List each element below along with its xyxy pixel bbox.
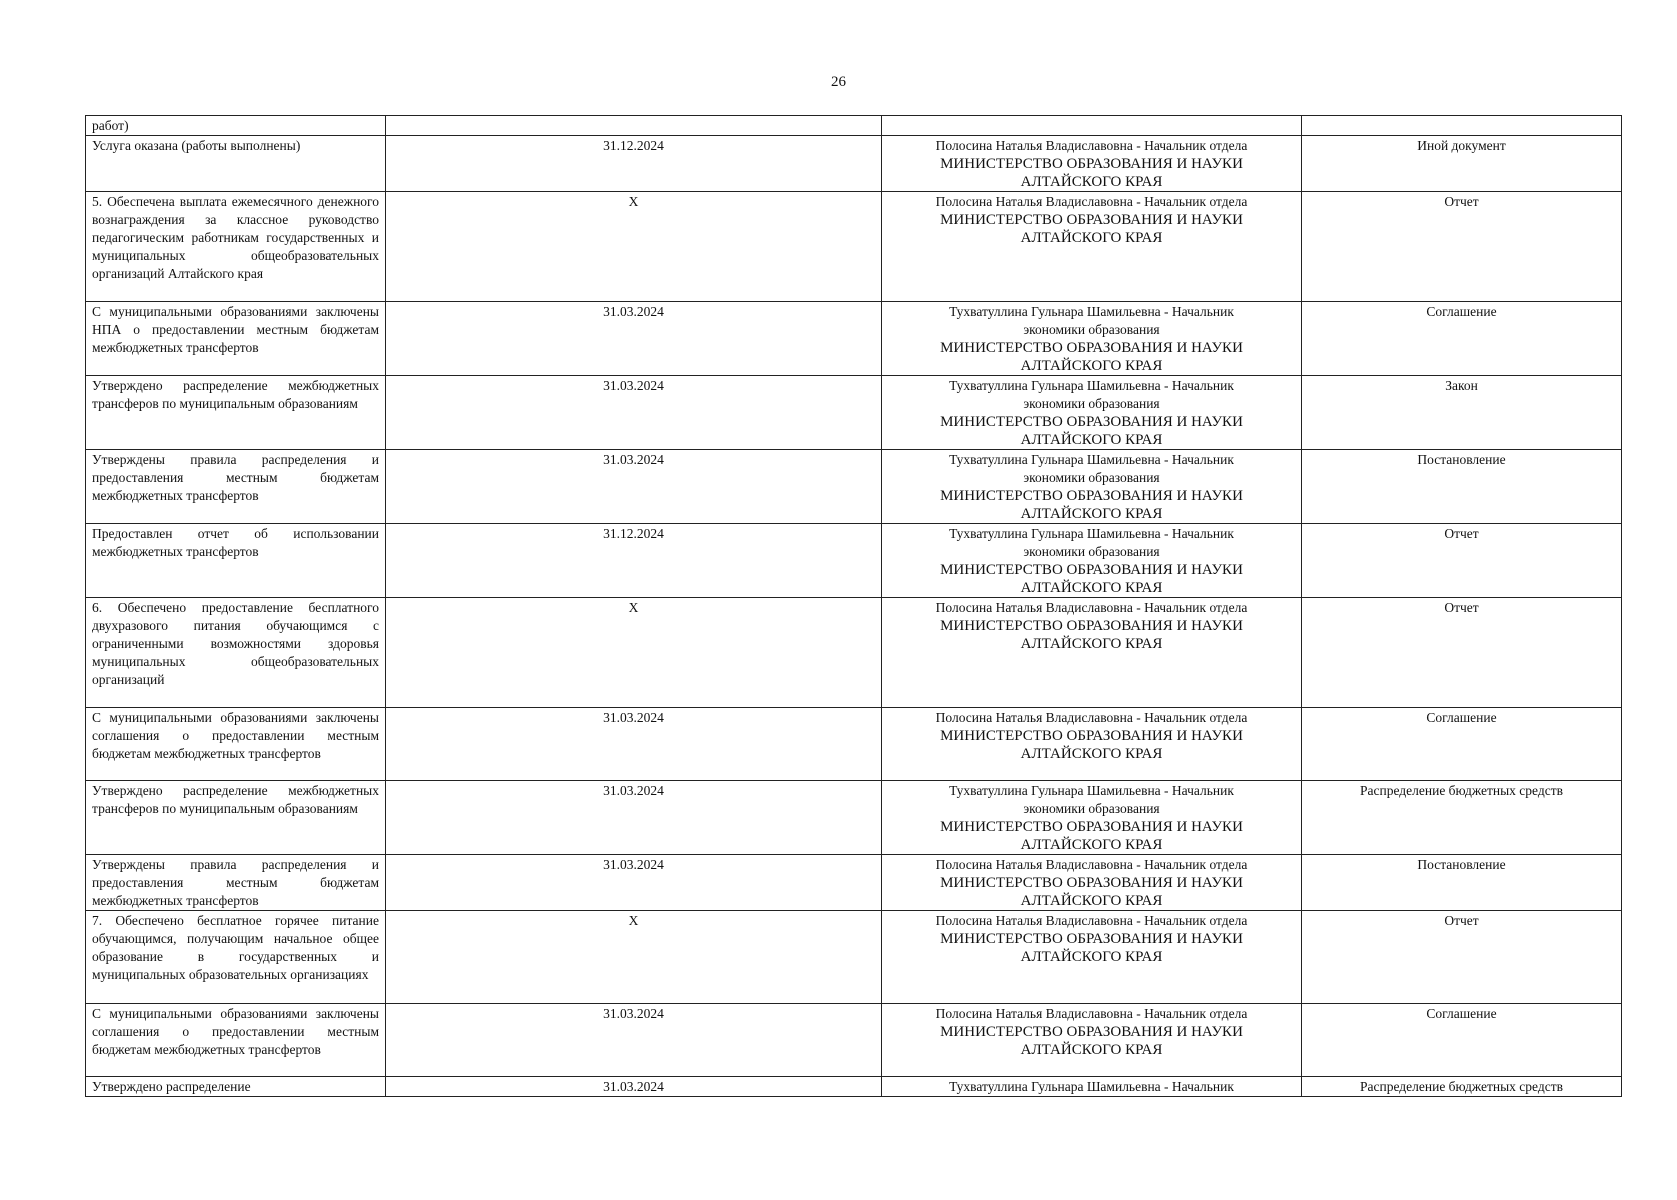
- responsible-cell: [882, 116, 1302, 136]
- date-cell: 31.03.2024: [386, 376, 882, 450]
- responsible-cell: [882, 1004, 1302, 1077]
- event-cell: С муниципальными образованиями заключены соглашения о предоставлении местным бюджетам межбюджетных трансфертов: [86, 708, 386, 781]
- event-cell: Услуга оказана (работы выполнены): [86, 136, 386, 192]
- responsible-cell: [882, 708, 1302, 781]
- responsible-organization: МИНИСТЕРСТВО ОБРАЗОВАНИЯ И НАУКИ АЛТАЙСКОГО КРАЯ: [940, 728, 1243, 762]
- responsible-organization: МИНИСТЕРСТВО ОБРАЗОВАНИЯ И НАУКИ АЛТАЙСКОГО КРАЯ: [940, 212, 1243, 246]
- responsible-cell: [882, 136, 1302, 192]
- date-cell: X: [386, 911, 882, 1004]
- date-cell: 31.03.2024: [386, 1077, 882, 1097]
- responsible-organization: МИНИСТЕРСТВО ОБРАЗОВАНИЯ И НАУКИ АЛТАЙСКОГО КРАЯ: [940, 931, 1243, 965]
- responsible-name: Полосина Наталья Владиславовна - Начальник отдела: [935, 194, 1248, 209]
- table-row: [86, 302, 1622, 376]
- responsible-organization: МИНИСТЕРСТВО ОБРАЗОВАНИЯ И НАУКИ АЛТАЙСКОГО КРАЯ: [940, 875, 1243, 909]
- responsible-organization: МИНИСТЕРСТВО ОБРАЗОВАНИЯ И НАУКИ АЛТАЙСКОГО КРАЯ: [940, 819, 1243, 853]
- event-cell: Утверждено распределение межбюджетных трансферов по муниципальным образованиям: [86, 781, 386, 855]
- table-row: [86, 855, 1622, 911]
- document-type-cell: Постановление: [1302, 855, 1622, 911]
- responsible-organization: МИНИСТЕРСТВО ОБРАЗОВАНИЯ И НАУКИ АЛТАЙСКОГО КРАЯ: [940, 340, 1243, 374]
- responsible-cell: [882, 450, 1302, 524]
- responsible-department: экономики образования: [1023, 801, 1160, 816]
- table-row: [86, 708, 1622, 781]
- document-type-cell: Закон: [1302, 376, 1622, 450]
- date-cell: 31.12.2024: [386, 524, 882, 598]
- document-type-cell: Соглашение: [1302, 1004, 1622, 1077]
- responsible-organization: МИНИСТЕРСТВО ОБРАЗОВАНИЯ И НАУКИ АЛТАЙСКОГО КРАЯ: [940, 1024, 1243, 1058]
- responsible-department: экономики образования: [1023, 470, 1160, 485]
- responsible-name: Тухватуллина Гульнара Шамильевна - Начальник: [949, 526, 1234, 541]
- event-cell: Предоставлен отчет об использовании межбюджетных трансфертов: [86, 524, 386, 598]
- responsible-department: экономики образования: [1023, 544, 1160, 559]
- responsible-organization: МИНИСТЕРСТВО ОБРАЗОВАНИЯ И НАУКИ АЛТАЙСКОГО КРАЯ: [940, 414, 1243, 448]
- date-cell: [386, 116, 882, 136]
- plan-table: [85, 115, 1622, 1097]
- date-cell: 31.03.2024: [386, 855, 882, 911]
- document-type-cell: Отчет: [1302, 598, 1622, 708]
- table-row: [86, 136, 1622, 192]
- event-cell: Утверждено распределение: [86, 1077, 386, 1097]
- table-row: [86, 598, 1622, 708]
- responsible-name: Тухватуллина Гульнара Шамильевна - Начальник: [949, 378, 1234, 393]
- responsible-name: Полосина Наталья Владиславовна - Начальник отдела: [935, 857, 1248, 872]
- responsible-organization: МИНИСТЕРСТВО ОБРАЗОВАНИЯ И НАУКИ АЛТАЙСКОГО КРАЯ: [940, 488, 1243, 522]
- document-type-cell: Постановление: [1302, 450, 1622, 524]
- responsible-cell: [882, 598, 1302, 708]
- date-cell: 31.03.2024: [386, 302, 882, 376]
- document-type-cell: Распределение бюджетных средств: [1302, 1077, 1622, 1097]
- date-cell: X: [386, 598, 882, 708]
- responsible-name: Полосина Наталья Владиславовна - Начальник отдела: [935, 600, 1248, 615]
- event-cell: Утверждены правила распределения и предоставления местным бюджетам межбюджетных трансфертов: [86, 855, 386, 911]
- responsible-name: Полосина Наталья Владиславовна - Начальник отдела: [935, 710, 1248, 725]
- event-cell: Утверждены правила распределения и предоставления местным бюджетам межбюджетных трансфертов: [86, 450, 386, 524]
- responsible-name: Тухватуллина Гульнара Шамильевна - Начальник: [949, 783, 1234, 798]
- date-cell: 31.12.2024: [386, 136, 882, 192]
- responsible-organization: МИНИСТЕРСТВО ОБРАЗОВАНИЯ И НАУКИ АЛТАЙСКОГО КРАЯ: [940, 562, 1243, 596]
- responsible-organization: МИНИСТЕРСТВО ОБРАЗОВАНИЯ И НАУКИ АЛТАЙСКОГО КРАЯ: [940, 156, 1243, 190]
- table-row: [86, 376, 1622, 450]
- document-type-cell: Соглашение: [1302, 708, 1622, 781]
- date-cell: 31.03.2024: [386, 1004, 882, 1077]
- event-cell: 5. Обеспечена выплата ежемесячного денежного вознаграждения за классное руководство педагогическим работникам государственных и муниципальных общеобразовательных организаций Алтайского края: [86, 192, 386, 302]
- responsible-name: Полосина Наталья Владиславовна - Начальник отдела: [935, 138, 1248, 153]
- event-cell: Утверждено распределение межбюджетных трансферов по муниципальным образованиям: [86, 376, 386, 450]
- date-cell: 31.03.2024: [386, 781, 882, 855]
- date-cell: 31.03.2024: [386, 708, 882, 781]
- document-type-cell: Распределение бюджетных средств: [1302, 781, 1622, 855]
- table-row: [86, 116, 1622, 136]
- responsible-name: Тухватуллина Гульнара Шамильевна - Начальник: [949, 452, 1234, 467]
- event-cell: работ): [86, 116, 386, 136]
- responsible-name: Тухватуллина Гульнара Шамильевна - Начальник: [949, 1079, 1234, 1094]
- document-type-cell: Иной документ: [1302, 136, 1622, 192]
- responsible-cell: [882, 524, 1302, 598]
- responsible-cell: [882, 1077, 1302, 1097]
- date-cell: X: [386, 192, 882, 302]
- document-type-cell: [1302, 116, 1622, 136]
- table-row: [86, 911, 1622, 1004]
- responsible-cell: [882, 376, 1302, 450]
- document-type-cell: Отчет: [1302, 911, 1622, 1004]
- responsible-name: Полосина Наталья Владиславовна - Начальник отдела: [935, 1006, 1248, 1021]
- document-type-cell: Отчет: [1302, 524, 1622, 598]
- table-row: [86, 781, 1622, 855]
- responsible-name: Полосина Наталья Владиславовна - Начальник отдела: [935, 913, 1248, 928]
- page-number: 26: [831, 74, 846, 90]
- responsible-organization: МИНИСТЕРСТВО ОБРАЗОВАНИЯ И НАУКИ АЛТАЙСКОГО КРАЯ: [940, 618, 1243, 652]
- document-type-cell: Соглашение: [1302, 302, 1622, 376]
- date-cell: 31.03.2024: [386, 450, 882, 524]
- table-row: [86, 524, 1622, 598]
- responsible-cell: [882, 911, 1302, 1004]
- table-row: [86, 450, 1622, 524]
- responsible-name: Тухватуллина Гульнара Шамильевна - Начальник: [949, 304, 1234, 319]
- responsible-department: экономики образования: [1023, 322, 1160, 337]
- event-cell: С муниципальными образованиями заключены соглашения о предоставлении местным бюджетам межбюджетных трансфертов: [86, 1004, 386, 1077]
- event-cell: С муниципальными образованиями заключены НПА о предоставлении местным бюджетам межбюджетных трансфертов: [86, 302, 386, 376]
- responsible-cell: [882, 855, 1302, 911]
- event-cell: 6. Обеспечено предоставление бесплатного двухразового питания обучающимся с ограниченными возможностями здоровья муниципальных общеобразовательных организаций: [86, 598, 386, 708]
- responsible-department: экономики образования: [1023, 396, 1160, 411]
- responsible-cell: [882, 781, 1302, 855]
- table-row: [86, 1004, 1622, 1077]
- event-cell: 7. Обеспечено бесплатное горячее питание обучающимся, получающим начальное общее образование в государственных и муниципальных образовательных организациях: [86, 911, 386, 1004]
- table-row: [86, 1077, 1622, 1097]
- responsible-cell: [882, 192, 1302, 302]
- document-type-cell: Отчет: [1302, 192, 1622, 302]
- responsible-cell: [882, 302, 1302, 376]
- table-row: [86, 192, 1622, 302]
